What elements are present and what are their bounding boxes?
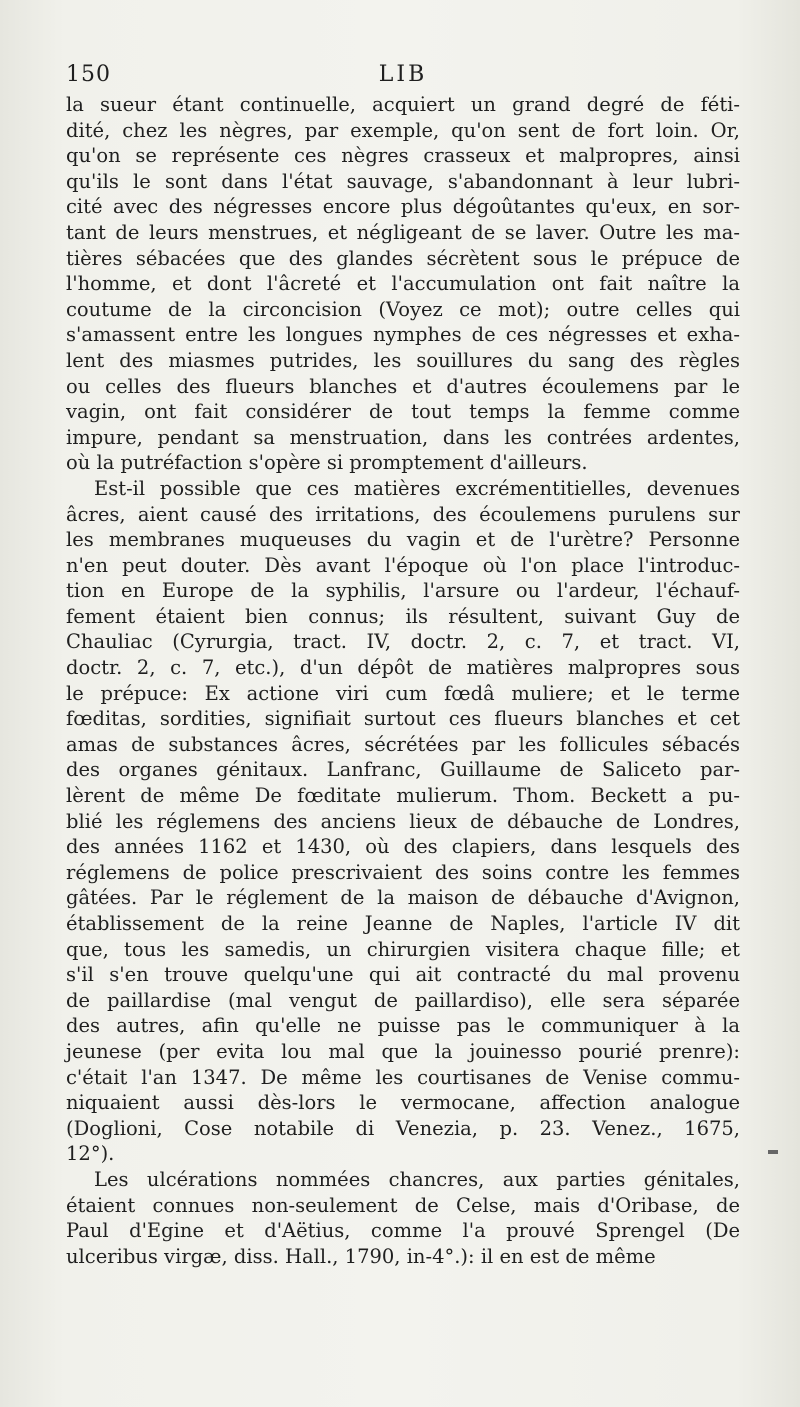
- text-line: s'il s'en trouve quelqu'une qui ait contracté du mal provenu: [66, 963, 740, 987]
- text-line: que, tous les samedis, un chirurgien visitera chaque fille; et: [66, 937, 740, 961]
- text-line: lent des miasmes putrides, les souillures du sang des règles: [66, 348, 740, 372]
- text-line: s'amassent entre les longues nymphes de ces négresses et exha-: [66, 323, 740, 347]
- text-line: établissement de la reine Jeanne de Naples, l'article IV dit: [66, 912, 740, 935]
- text-line: qu'ils le sont dans l'état sauvage, s'abandonnant à leur lubri-: [66, 169, 740, 193]
- text-line: âcres, aient causé des irritations, des écoulemens purulens sur: [66, 502, 740, 526]
- text-line: étaient connues non-seulement de Celse, mais d'Oribase, de: [66, 1193, 740, 1217]
- text-line: où la putréfaction s'opère si promptement d'ailleurs.: [66, 451, 588, 475]
- text-line: des autres, afin qu'elle ne puisse pas le communiquer à la: [66, 1014, 740, 1038]
- text-line: le prépuce: Ex actione viri cum fœdâ muliere; et le terme: [66, 681, 740, 705]
- text-line: Paul d'Egine et d'Aëtius, comme l'a prouvé Sprengel (De: [66, 1219, 740, 1243]
- text-line: la sueur étant continuelle, acquiert un grand degré de féti-: [66, 93, 740, 116]
- running-head: LIB: [378, 62, 428, 87]
- paragraph-2: [66, 476, 740, 1167]
- text-line: impure, pendant sa menstruation, dans les contrées ardentes,: [66, 425, 740, 449]
- text-line: Les ulcérations nommées chancres, aux parties génitales,: [94, 1167, 740, 1191]
- text-line: cité avec des négresses encore plus dégoûtantes qu'eux, en sor-: [66, 195, 740, 219]
- body-text: [66, 92, 740, 1269]
- text-line: lèrent de même De fœditate mulierum. Thom. Beckett a pu-: [66, 784, 740, 808]
- text-line: blié les réglemens des anciens lieux de débauche de Londres,: [66, 809, 740, 833]
- text-line: les membranes muqueuses du vagin et de l'urètre? Personne: [66, 528, 740, 552]
- margin-mark: [768, 1150, 778, 1154]
- text-line: jeunese (per evita lou mal que la jouinesso pourié prenre):: [66, 1039, 740, 1063]
- text-line: tant de leurs menstrues, et négligeant de se laver. Outre les ma-: [66, 220, 740, 244]
- text-line: Chauliac (Cyrurgia, tract. IV, doctr. 2, c. 7, et tract. VI,: [66, 630, 740, 654]
- text-line: ou celles des flueurs blanches et d'autres écoulemens par le: [66, 374, 740, 398]
- text-line: tières sébacées que des glandes sécrètent sous le prépuce de: [66, 246, 740, 270]
- text-line: Est-il possible que ces matières excrémentitielles, devenues: [94, 476, 740, 500]
- text-line: qu'on se représente ces nègres crasseux et malpropres, ainsi: [66, 144, 740, 168]
- paragraph-3: [66, 1167, 740, 1269]
- text-line: niquaient aussi dès-lors le vermocane, affection analogue: [66, 1091, 740, 1115]
- text-line: fœditas, sordities, signifiait surtout ces flueurs blanches et cet: [66, 707, 740, 731]
- text-line: ulceribus virgæ, diss. Hall., 1790, in-4°.): il en est de même: [66, 1244, 656, 1268]
- text-line: des années 1162 et 1430, où des clapiers, dans lesquels des: [66, 835, 740, 859]
- text-line: tion en Europe de la syphilis, l'arsure ou l'ardeur, l'échauf-: [66, 579, 740, 603]
- text-line: vagin, ont fait considérer de tout temps la femme comme: [66, 400, 740, 424]
- page-number: 150: [66, 62, 111, 87]
- text-line: fement étaient bien connus; ils résultent, suivant Guy de: [66, 604, 740, 628]
- text-line: doctr. 2, c. 7, etc.), d'un dépôt de matières malpropres sous: [66, 656, 740, 680]
- text-line: dité, chez les nègres, par exemple, qu'on sent de fort loin. Or,: [66, 118, 740, 142]
- text-line: 12°).: [66, 1142, 115, 1166]
- text-line: c'était l'an 1347. De même les courtisanes de Venise commu-: [66, 1065, 740, 1089]
- text-line: de paillardise (mal vengut de paillardiso), elle sera séparée: [66, 988, 740, 1012]
- text-line: des organes génitaux. Lanfranc, Guillaume de Saliceto par-: [66, 758, 740, 782]
- paragraph-1: [66, 92, 740, 476]
- text-line: amas de substances âcres, sécrétées par les follicules sébacés: [66, 732, 740, 756]
- text-line: (Doglioni, Cose notabile di Venezia, p. 23. Venez., 1675,: [66, 1116, 740, 1140]
- text-line: l'homme, et dont l'âcreté et l'accumulation ont fait naître la: [66, 272, 740, 296]
- text-line: réglemens de police prescrivaient des soins contre les femmes: [66, 860, 740, 884]
- text-line: coutume de la circoncision (Voyez ce mot); outre celles qui: [66, 297, 740, 321]
- text-line: gâtées. Par le réglement de la maison de débauche d'Avignon,: [66, 886, 740, 910]
- page-header: [66, 62, 740, 92]
- text-line: n'en peut douter. Dès avant l'époque où l'on place l'introduc-: [66, 553, 740, 577]
